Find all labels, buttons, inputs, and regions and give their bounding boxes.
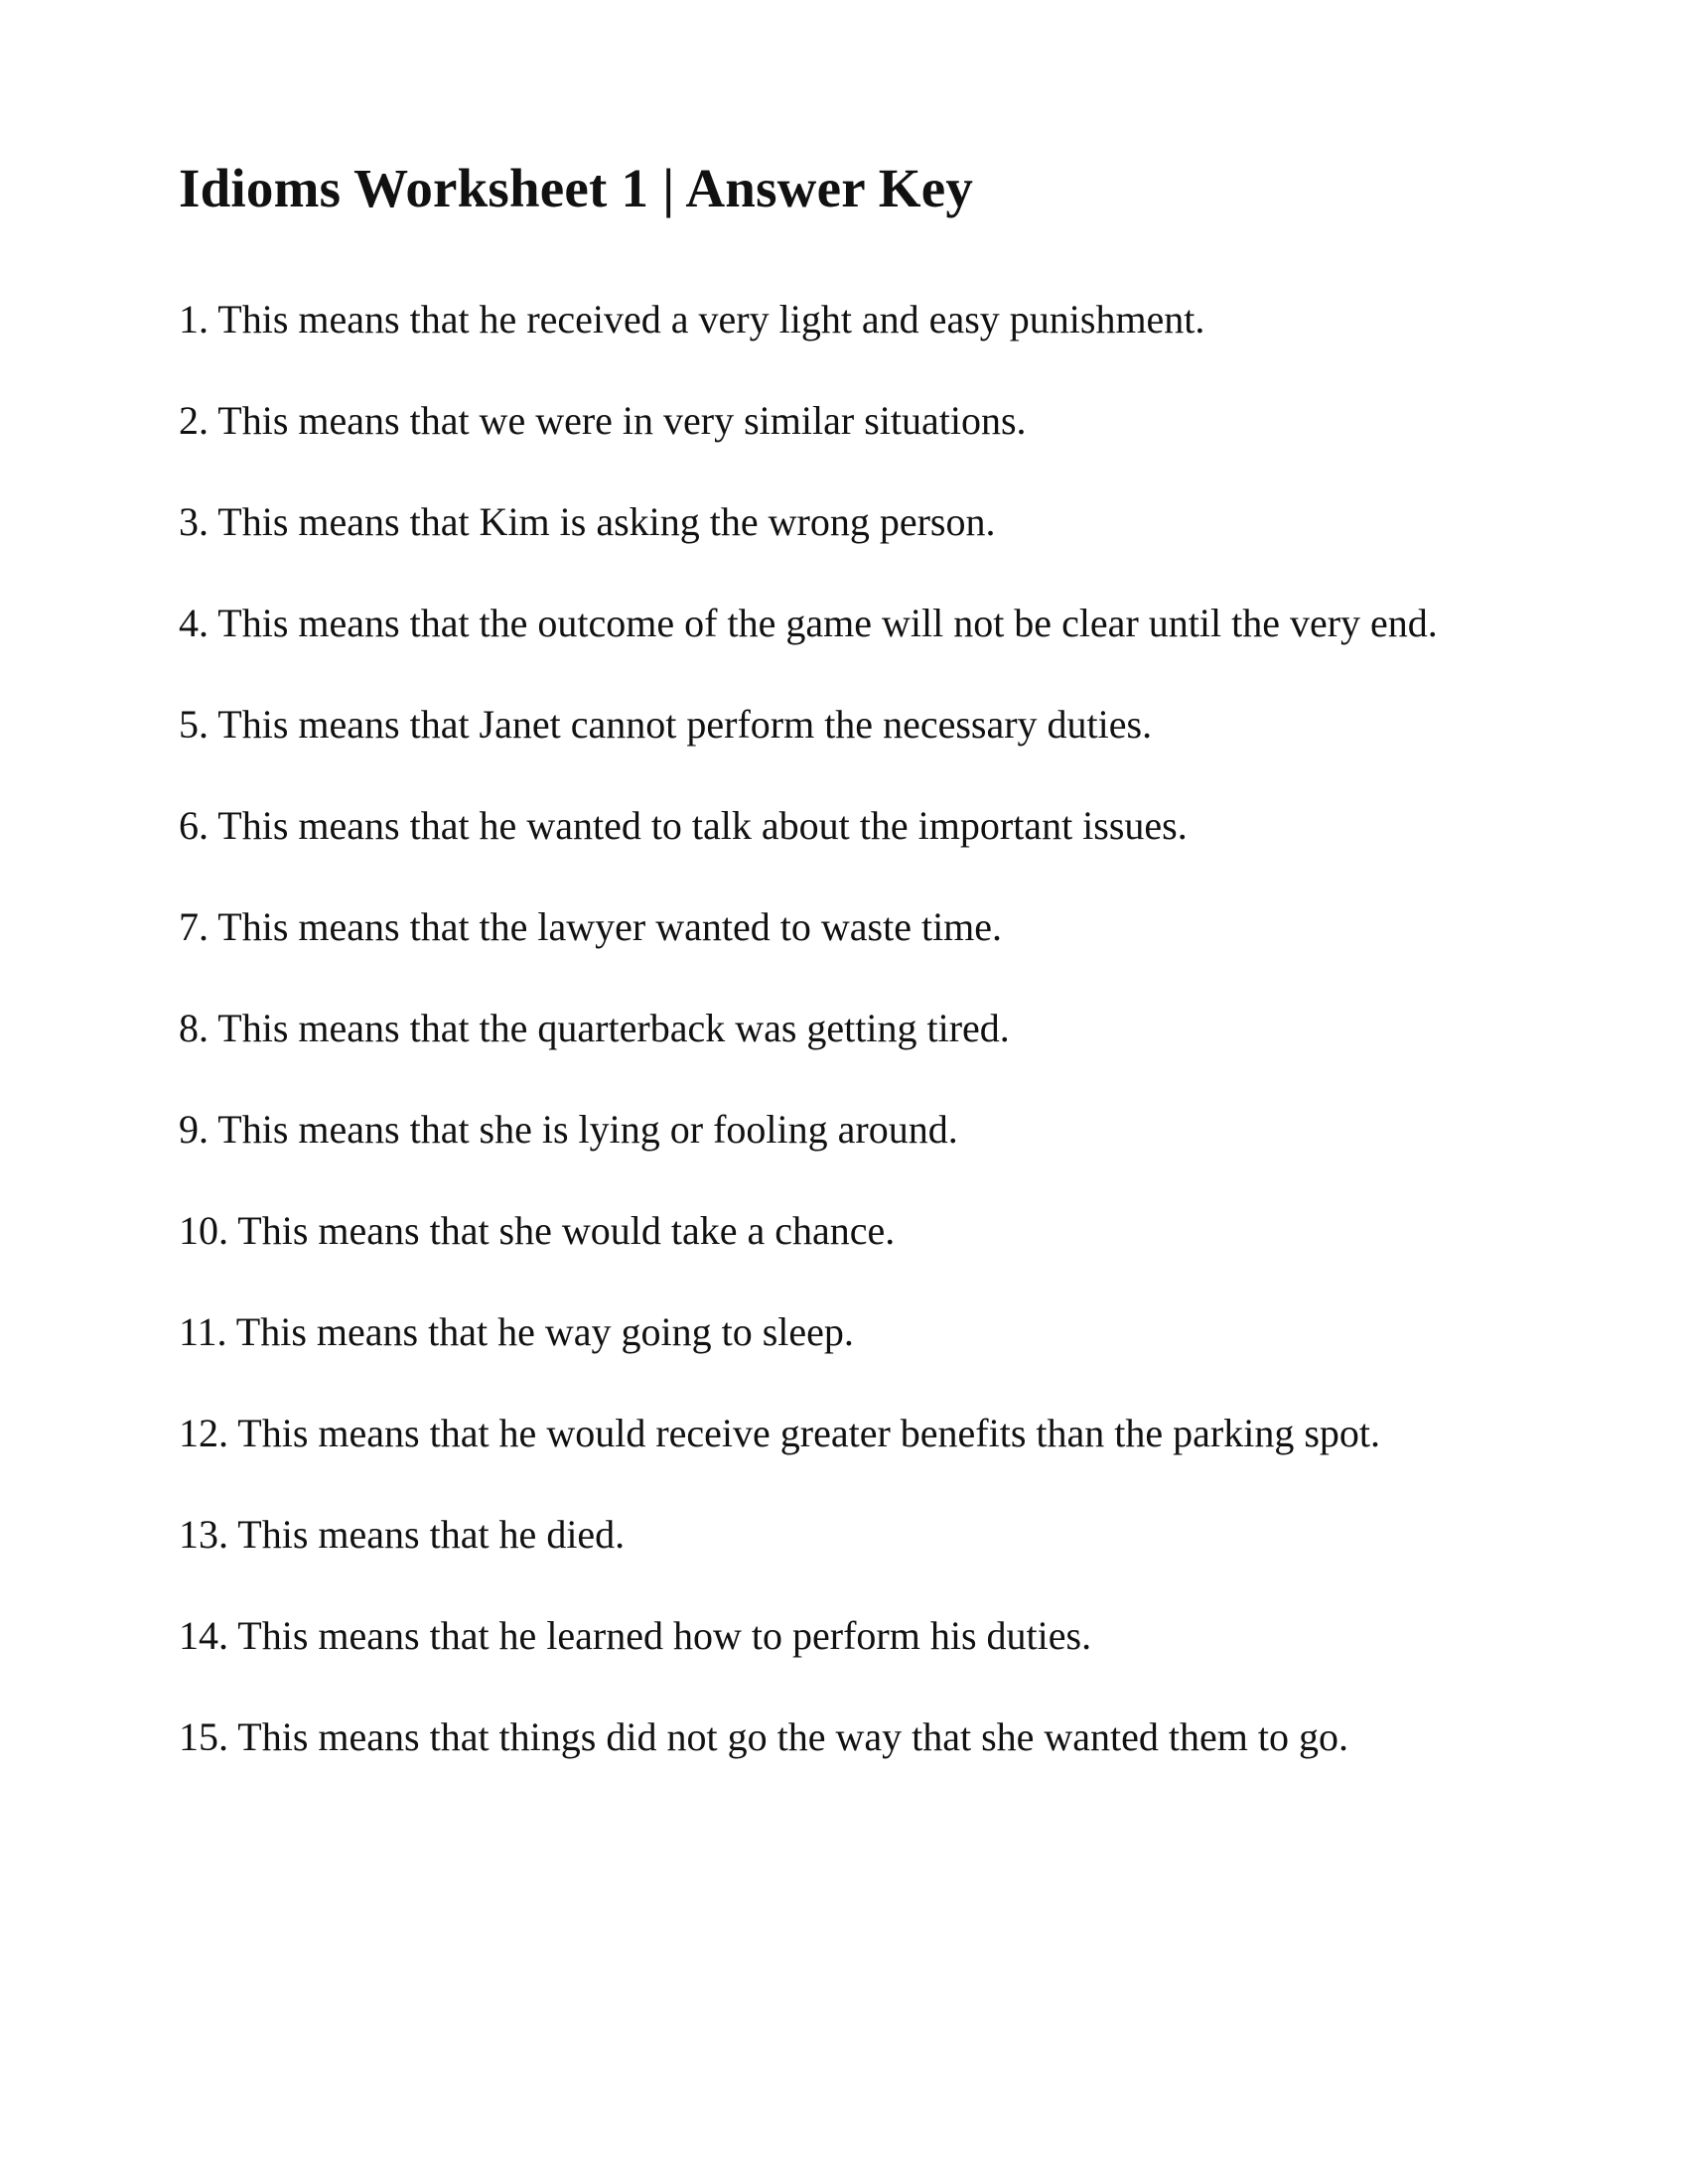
answer-item-15: 15. This means that things did not go the way that she wanted them to go. xyxy=(179,1714,1348,1759)
answer-item-12: 12. This means that he would receive greater benefits than the parking spot. xyxy=(179,1411,1380,1455)
answer-item-1: 1. This means that he received a very light and easy punishment. xyxy=(179,297,1205,341)
answer-item-11: 11. This means that he way going to sleep. xyxy=(179,1309,854,1354)
answer-item-8: 8. This means that the quarterback was getting tired. xyxy=(179,1006,1010,1050)
answer-item-5: 5. This means that Janet cannot perform the necessary duties. xyxy=(179,702,1153,747)
answer-item-7: 7. This means that the lawyer wanted to waste time. xyxy=(179,904,1003,949)
page-title: Idioms Worksheet 1 | Answer Key xyxy=(179,158,974,218)
answer-item-6: 6. This means that he wanted to talk about the important issues. xyxy=(179,803,1188,848)
answer-item-3: 3. This means that Kim is asking the wrong person. xyxy=(179,499,996,544)
answer-item-2: 2. This means that we were in very similar situations. xyxy=(179,398,1027,443)
answer-item-14: 14. This means that he learned how to perform his duties. xyxy=(179,1613,1092,1658)
answer-item-4: 4. This means that the outcome of the game will not be clear until the very end. xyxy=(179,601,1438,645)
answer-item-10: 10. This means that she would take a chance. xyxy=(179,1208,896,1253)
answer-list xyxy=(179,294,1499,1813)
answer-item-13: 13. This means that he died. xyxy=(179,1512,626,1557)
answer-item-9: 9. This means that she is lying or fooling around. xyxy=(179,1107,958,1152)
